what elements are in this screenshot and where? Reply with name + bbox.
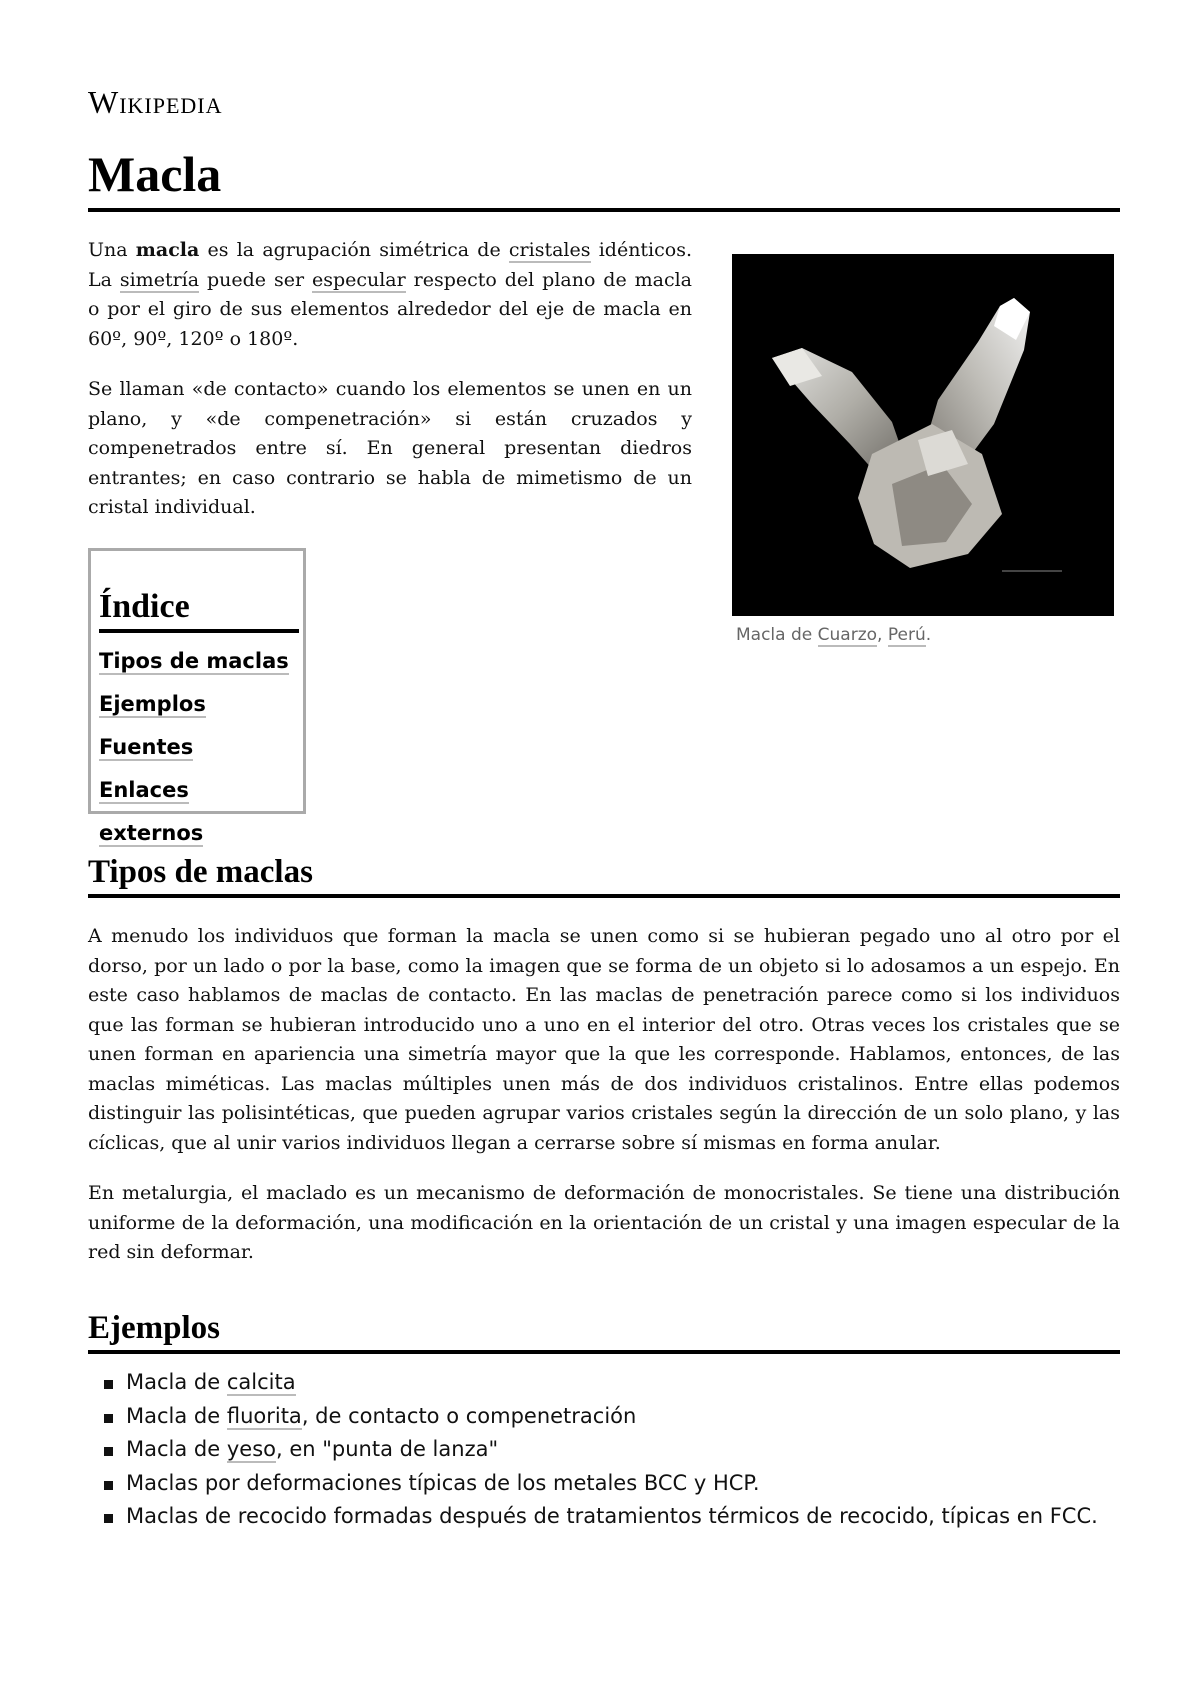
toc-item-tipos[interactable]: Tipos de maclas [99, 649, 289, 673]
figure-caption: Macla de Cuarzo, Perú. [736, 625, 932, 645]
list-item: Macla de calcita [88, 1366, 1120, 1400]
bullet-icon [104, 1514, 113, 1523]
toc-item-fuentes[interactable]: Fuentes [99, 735, 194, 759]
link-cristales[interactable]: cristales [508, 239, 591, 261]
intro-paragraph-1: Una macla es la agrupación simétrica de cristales idénticos. La simetría puede ser especular respecto del plano de macla o por el giro de sus elementos alrededor del eje de macla en 60º, 90º, 120º o 180º. [88, 239, 693, 350]
bullet-icon [104, 1380, 113, 1389]
toc-item-ejemplos[interactable]: Ejemplos [99, 692, 206, 716]
quartz-crystal-image [732, 254, 1114, 616]
section-heading-ejemplos: Ejemplos [88, 1306, 1120, 1354]
list-item: Macla de yeso, en "punta de lanza" [88, 1433, 1120, 1467]
infobox-figure [732, 254, 1114, 648]
wikipedia-logo[interactable]: Wikipedia [88, 84, 223, 120]
link-especular[interactable]: especular [311, 268, 406, 291]
link-calcita[interactable]: calcita [226, 1370, 296, 1394]
list-item: Maclas por deformaciones típicas de los metales BCC y HCP. [88, 1467, 1120, 1501]
bullet-icon [104, 1447, 113, 1456]
quartz-twin-photo[interactable] [732, 254, 1114, 616]
bullet-icon [104, 1414, 113, 1423]
link-simetria[interactable]: simetría [119, 268, 200, 291]
bullet-icon [104, 1481, 113, 1490]
toc-item-enlaces[interactable]: Enlaces externos [99, 778, 204, 845]
page-title: Macla [88, 140, 1120, 212]
list-item: Maclas de recocido formadas después de tratamientos térmicos de recocido, típicas en FCC. [88, 1500, 1120, 1534]
link-peru[interactable]: Perú [887, 625, 926, 645]
examples-list [88, 1366, 1120, 1534]
section-tipos-body [88, 922, 1120, 1289]
toc-list [99, 641, 297, 856]
tipos-paragraph-2: En metalurgia, el maclado es un mecanismo de deformación de monocristales. Se tiene una distribución uniforme de la deformación, una modificación en la orientación de un cristal y una imagen especular de la red sin deformar. [88, 1182, 1120, 1263]
table-of-contents [88, 548, 306, 845]
intro-paragraph-2: Se llaman «de contacto» cuando los elementos se unen en un plano, y «de compenetración» si están cruzados y compenetrados entre sí. En general presentan diedros entrantes; en caso contrario se habla de mimetismo de un cristal individual. [88, 378, 692, 518]
list-item: Macla de fluorita, de contacto o compenetración [88, 1400, 1120, 1434]
link-cuarzo[interactable]: Cuarzo [817, 625, 878, 645]
intro [88, 236, 692, 544]
toc-title: Índice [99, 585, 299, 633]
term-macla: macla [135, 239, 200, 261]
link-fluorita[interactable]: fluorita [226, 1403, 302, 1428]
section-heading-tipos: Tipos de maclas [88, 850, 1120, 898]
link-yeso[interactable]: yeso [226, 1437, 276, 1461]
tipos-paragraph-1: A menudo los individuos que forman la macla se unen como si se hubieran pegado uno al otro por el dorso, por un lado o por la base, como la imagen que se forma de un objeto si lo adosamos a un espejo. En este caso hablamos de maclas de contacto. En las maclas de penetración parece como si los individuos que las forman se hubieran introducido uno a uno en el interior del otro. Otras veces los cristales que se unen forman en apariencia una simetría mayor que la que les corresponde. Hablamos, entonces, de las maclas miméticas. Las maclas múltiples unen más de dos individuos cristalinos. Entre ellas podemos distinguir las polisintéticas, que pueden agrupar varios cristales según la dirección de un solo plano, y las cíclicas, que al unir varios individuos llegan a cerrarse sobre sí mismas en forma anular. [88, 925, 1120, 1154]
